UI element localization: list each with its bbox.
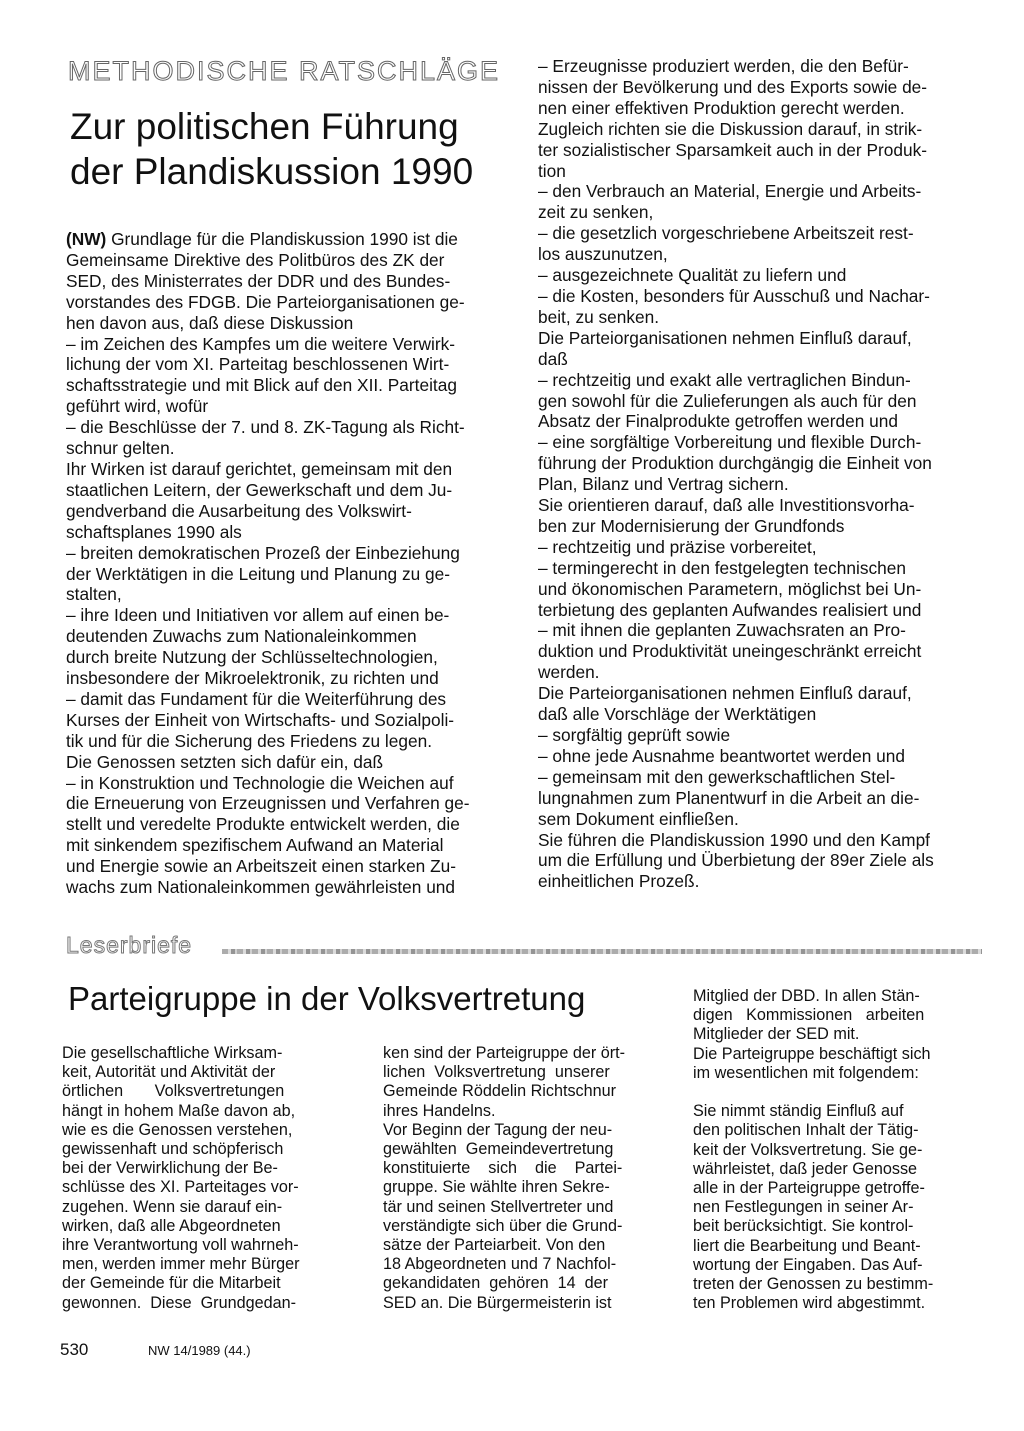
text-line: währleistet, daß jeder Genosse (693, 1159, 918, 1178)
text-line: Vor Beginn der Tagung der neu- (383, 1120, 613, 1139)
text-line: – gemeinsam mit den gewerkschaftlichen Stel- (538, 766, 896, 787)
headline-line: der Plandiskussion 1990 (70, 151, 474, 192)
text-line: los auszunutzen, (538, 244, 668, 265)
text-line: ten Problemen wird abgestimmt. (693, 1294, 926, 1313)
text-line: beit berücksichtigt. Sie kontrol- (693, 1217, 914, 1236)
text-line: treten der Genossen zu bestimm- (693, 1275, 934, 1294)
text-line: Zugleich richten sie die Diskussion darauf, in strik- (538, 118, 923, 139)
text-line: Die Parteiorganisationen nehmen Einfluß darauf, (538, 327, 912, 348)
text-line: gen sowohl für die Zulieferungen als auch für den (538, 390, 917, 411)
section-label: Leserbriefe (66, 932, 193, 958)
text-line: wie es die Genossen verstehen, (62, 1120, 293, 1139)
text-line: duktion und Produktivität uneingeschränkt erreicht (538, 641, 922, 662)
text-line: den politischen Inhalt der Tätig- (693, 1121, 919, 1140)
text-line: – eine sorgfältige Vorbereitung und flexible Durch- (538, 432, 922, 453)
text-line: wachs zum Nationaleinkommen gewährleisten und (66, 877, 456, 898)
text-line: örtlichen Volksvertretungen (62, 1082, 285, 1101)
text-line: wortung der Eingaben. Das Auf- (693, 1255, 923, 1274)
text-line: Die gesellschaftliche Wirksam- (62, 1044, 283, 1062)
text-line: Sie orientieren darauf, daß alle Investitionsvorha- (538, 495, 915, 516)
article2-column-3 (693, 987, 983, 1313)
text-line: staatlichen Leitern, der Gewerkschaft und dem Ju- (66, 479, 453, 500)
text-line: verständigte sich über die Grund- (383, 1216, 623, 1235)
text-line: um die Erfüllung und Überbietung der 89er Ziele als (538, 850, 934, 871)
text-line: – Erzeugnisse produziert werden, die den Befür- (538, 56, 909, 76)
text-line: tik und für die Sicherung des Friedens zu legen. (66, 730, 433, 751)
text-line: Mitglied der DBD. In allen Stän- (693, 987, 920, 1005)
text-line: men, werden immer mehr Bürger (62, 1255, 300, 1274)
text-line: gewählten Gemeindevertretung (383, 1140, 614, 1159)
text-line: – ihre Ideen und Initiativen vor allem auf einen be- (66, 605, 450, 626)
issue-reference: NW 14/1989 (44.) (148, 1343, 251, 1358)
text-line: der Gemeinde für die Mitarbeit (62, 1274, 281, 1293)
text-line: nen einer effektiven Produktion gerecht werden. (538, 97, 905, 118)
text-line: hen davon aus, daß diese Diskussion (66, 312, 354, 333)
text-line: sem Dokument einfließen. (538, 808, 739, 829)
text-line: – die Kosten, besonders für Ausschuß und Nachar- (538, 285, 930, 306)
article1-column-left (66, 229, 513, 898)
text-line: nen Festlegungen in seiner Ar- (693, 1198, 914, 1217)
article2-column-1 (62, 1044, 352, 1313)
text-line: deutenden Zuwachs zum Nationaleinkommen (66, 626, 417, 647)
text-line: nissen der Bevölkerung und des Exports sowie de- (538, 76, 928, 97)
text-line: stellt und veredelte Produkte entwickelt werden, die (66, 814, 460, 835)
text-line: SED, des Ministerrates der DDR und des Bundes- (66, 270, 451, 291)
section-divider (222, 949, 982, 954)
text-line: – termingerecht in den festgelegten technischen (538, 557, 906, 578)
text-line: – rechtzeitig und exakt alle vertraglichen Bindun- (538, 369, 911, 390)
text-line: – mit ihnen die geplanten Zuwachsraten an Pro- (538, 620, 906, 641)
lead-tag: (NW) (66, 229, 107, 249)
text-line: gendverband die Ausarbeitung des Volkswirt- (66, 500, 412, 521)
text-line: Plan, Bilanz und Vertrag sichern. (538, 474, 789, 495)
text-line: vorstandes des FDGB. Die Parteiorganisationen ge- (66, 291, 465, 312)
text-line: im wesentlichen mit folgendem: (693, 1063, 919, 1082)
text-line (66, 229, 513, 250)
text-line: alle in der Parteigruppe getroffe- (693, 1179, 925, 1198)
text-line: digen Kommissionen arbeiten (693, 1006, 925, 1025)
text-line: – die Beschlüsse der 7. und 8. ZK-Tagung als Richt- (66, 417, 465, 438)
text-line: durch breite Nutzung der Schlüsseltechnologien, (66, 647, 438, 668)
text-line: werden. (538, 662, 600, 683)
text-line: ter sozialistischer Sparsamkeit auch in der Produk- (538, 139, 927, 160)
text-line: ihre Verantwortung voll wahrneh- (62, 1236, 299, 1255)
letter-headline: Parteigruppe in der Volksvertretung (68, 980, 586, 1017)
text-line: schaftsplanes 1990 als (66, 521, 242, 542)
text-line: – die gesetzlich vorgeschriebene Arbeitszeit rest- (538, 223, 914, 244)
text-line (693, 1083, 983, 1102)
text-line: schaftsstrategie und mit Blick auf den XII. Parteitag (66, 375, 457, 396)
text-line: ihres Handelns. (383, 1101, 496, 1120)
text-line: wirken, daß alle Abgeordneten (62, 1216, 281, 1235)
text-line: tär und seinen Stellvertreter und (383, 1197, 614, 1216)
text-line: Gemeinde Röddelin Richtschnur (383, 1082, 617, 1101)
text-line: insbesondere der Mikroelektronik, zu richten und (66, 668, 439, 689)
section-kicker: METHODISCHE RATSCHLÄGE (68, 56, 501, 86)
article1-column-right (538, 56, 990, 892)
text-line: die Erneuerung von Erzeugnissen und Verfahren ge- (66, 793, 470, 814)
text-line: lichung der vom XI. Parteitag beschlossenen Wirt- (66, 354, 450, 375)
text-line: einheitlichen Prozeß. (538, 871, 700, 892)
text-line: gewonnen. Diese Grundgedan- (62, 1293, 296, 1312)
text-line: lichen Volksvertretung unserer (383, 1063, 610, 1082)
headline-line: Zur politischen Führung (70, 106, 459, 147)
text-line: Gemeinsame Direktive des Politbüros des ZK der (66, 249, 445, 270)
text-line: SED an. Die Bürgermeisterin ist (383, 1293, 612, 1312)
text-line: – im Zeichen des Kampfes um die weitere Verwirk- (66, 333, 455, 354)
text-line: zeit zu senken, (538, 202, 654, 223)
text-line: Die Parteiorganisationen nehmen Einfluß darauf, (538, 683, 912, 704)
article2-column-2 (383, 1044, 673, 1313)
text-line: hängt in hohem Maße davon ab, (62, 1101, 296, 1120)
text-line: ben zur Modernisierung der Grundfonds (538, 515, 845, 536)
text-line: tion (538, 160, 566, 181)
text-line: stalten, (66, 584, 122, 605)
text-line: mit sinkendem spezifischem Aufwand an Material (66, 835, 444, 856)
text-line: Die Genossen setzten sich dafür ein, daß (66, 751, 383, 772)
text-line: terbietung des geplanten Aufwandes realisiert und (538, 599, 922, 620)
text-line: Sie nimmt ständig Einfluß auf (693, 1102, 904, 1121)
text-line: bei der Verwirklichung der Be- (62, 1159, 278, 1178)
text-line: konstituierte sich die Partei- (383, 1159, 623, 1178)
text-line: gekandidaten gehören 14 der (383, 1274, 609, 1293)
text-line: Ihr Wirken ist darauf gerichtet, gemeinsam mit den (66, 458, 453, 479)
text-line: lungnahmen zum Planentwurf in die Arbeit an die- (538, 787, 920, 808)
text-line: und Energie sowie an Arbeitszeit einen starken Zu- (66, 856, 457, 877)
text-line: schnur gelten. (66, 438, 175, 459)
text-line: keit, Autorität und Aktivität der (62, 1063, 276, 1082)
text-line: der Werktätigen in die Leitung und Planung zu ge- (66, 563, 450, 584)
text-line: beit, zu senken. (538, 306, 660, 327)
text-line: keit der Volksvertretung. Sie ge- (693, 1140, 923, 1159)
text-line: ken sind der Parteigruppe der ört- (383, 1044, 626, 1062)
text-line: – ausgezeichnete Qualität zu liefern und (538, 265, 847, 286)
text-line: führung der Produktion durchgängig die Einheit von (538, 453, 932, 474)
text-line: sätze der Parteiarbeit. Von den (383, 1236, 606, 1255)
text-line-rest: Grundlage für die Plandiskussion 1990 ist die (106, 229, 458, 249)
text-line: Die Parteigruppe beschäftigt sich (693, 1044, 931, 1063)
text-line: – damit das Fundament für die Weiterführung des (66, 688, 447, 709)
text-line: – breiten demokratischen Prozeß der Einbeziehung (66, 542, 460, 563)
text-line: daß (538, 348, 568, 369)
text-line: daß alle Vorschläge der Werktätigen (538, 704, 817, 725)
text-line: Sie führen die Plandiskussion 1990 und den Kampf (538, 829, 930, 850)
text-line: – rechtzeitig und präzise vorbereitet, (538, 536, 817, 557)
text-line: Absatz der Finalprodukte getroffen werden und (538, 411, 898, 432)
article-headline (70, 104, 510, 194)
text-line: – den Verbrauch an Material, Energie und Arbeits- (538, 181, 922, 202)
text-line: – ohne jede Ausnahme beantwortet werden und (538, 745, 906, 766)
text-line: schlüsse des XI. Parteitages vor- (62, 1178, 299, 1197)
text-line: zugehen. Wenn sie darauf ein- (62, 1197, 283, 1216)
text-line: liert die Bearbeitung und Beant- (693, 1236, 921, 1255)
text-line: geführt wird, wofür (66, 396, 209, 417)
page-number: 530 (60, 1340, 89, 1359)
text-line: Mitglieder der SED mit. (693, 1025, 860, 1044)
text-line: – in Konstruktion und Technologie die Weichen auf (66, 772, 454, 793)
text-line: 18 Abgeordneten und 7 Nachfol- (383, 1255, 617, 1274)
text-line: – sorgfältig geprüft sowie (538, 725, 731, 745)
text-line: gruppe. Sie wählte ihren Sekre- (383, 1178, 610, 1197)
text-line: gewissenhaft und schöpferisch (62, 1140, 284, 1159)
text-line: Kurses der Einheit von Wirtschafts- und Sozialpoli- (66, 709, 455, 730)
text-line: und ökonomischen Parametern, möglichst bei Un- (538, 578, 922, 599)
